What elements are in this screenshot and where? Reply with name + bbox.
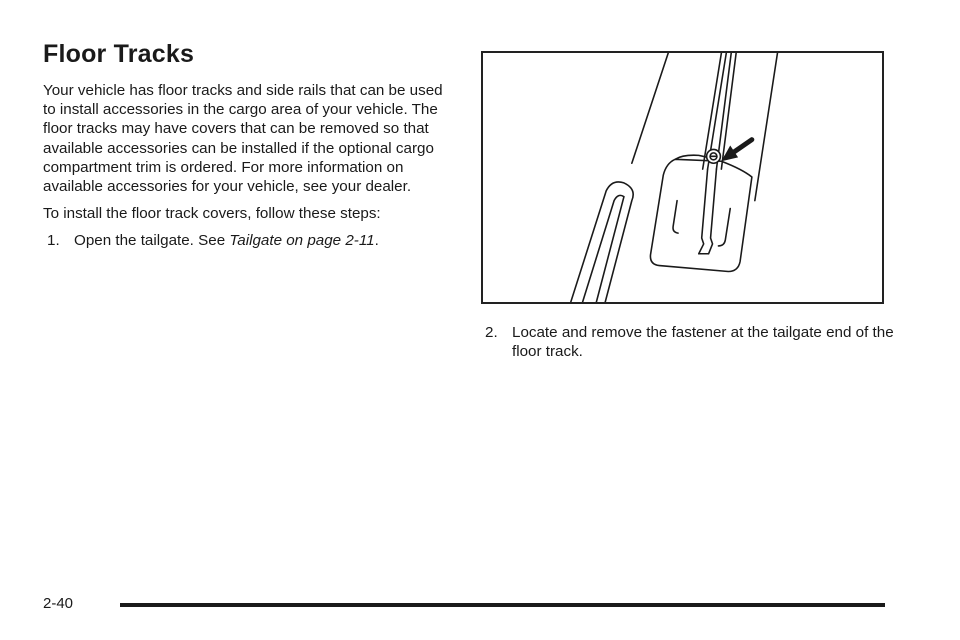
rail-outer-left	[632, 53, 668, 163]
step-2	[481, 323, 901, 361]
steps-intro: To install the floor track covers, follow these steps:	[43, 205, 381, 223]
page-number: 2-40	[43, 595, 74, 612]
bracket-inner	[583, 195, 624, 302]
intro-paragraph: Your vehicle has floor tracks and side rails that can be used to install accessories in the cargo area of your vehicle. The floor tracks may have covers that can be removed so that available accessories can be installed if the optional cargo compartment trim is ordered. For more information on available accessories for your vehicle, see your dealer.	[43, 82, 443, 196]
step-1-number: 1.	[47, 232, 60, 250]
page-title: Floor Tracks	[43, 40, 195, 68]
illustration-svg	[483, 53, 882, 302]
step-1-text	[74, 231, 453, 250]
tailgate-reference-link[interactable]: Tailgate on page 2-11	[229, 232, 375, 250]
step-2-text: Locate and remove the fastener at the tailgate end of the floor track.	[512, 324, 894, 361]
cover-notch-right	[718, 209, 730, 246]
left-column	[43, 81, 453, 251]
cover-notch-left	[673, 201, 678, 233]
cover-slot	[699, 169, 717, 254]
step-2-number: 2.	[485, 324, 498, 341]
floor-track-illustration	[481, 51, 884, 304]
step-1-end: .	[374, 232, 379, 250]
footer-rule	[120, 603, 885, 607]
rail-outer-right	[755, 53, 778, 201]
step-1	[43, 231, 453, 250]
pointer-arrow-icon	[721, 140, 752, 162]
step-1-body: Open the tailgate. See	[74, 232, 230, 250]
right-column	[481, 323, 901, 361]
